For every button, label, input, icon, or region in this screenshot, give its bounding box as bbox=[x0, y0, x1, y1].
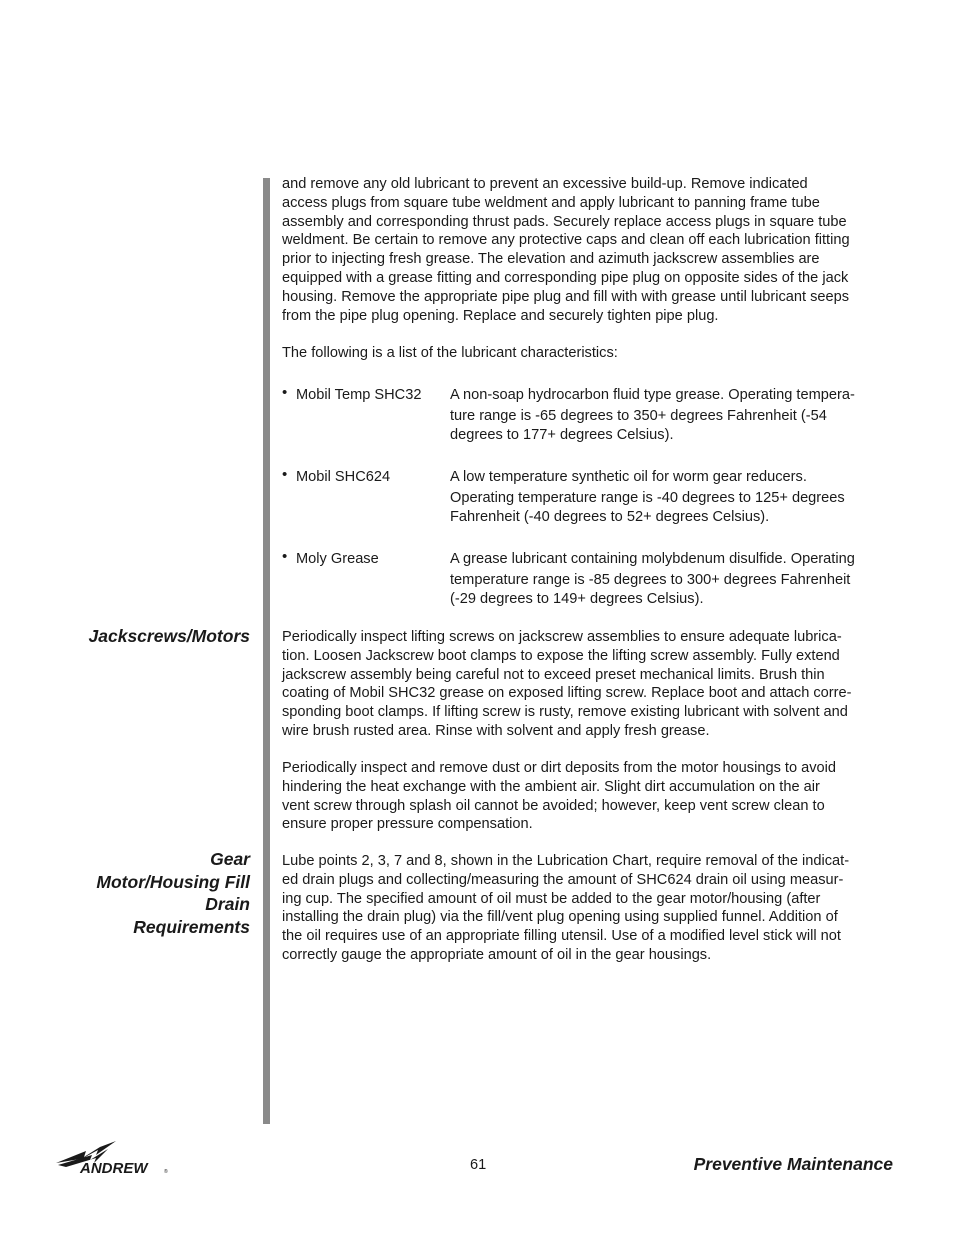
andrew-logo bbox=[56, 1141, 172, 1177]
text-line: (-29 degrees to 149+ degrees Celsius). bbox=[450, 591, 704, 608]
lightning-bolt-icon bbox=[56, 1141, 172, 1177]
text-line: Operating temperature range is -40 degrees to 125+ degrees bbox=[450, 490, 845, 507]
text-line: tion. Loosen Jackscrew boot clamps to expose the lifting screw assembly. Fully extend bbox=[282, 647, 840, 664]
heading-line: Drain bbox=[205, 894, 250, 914]
text-line: Periodically inspect lifting screws on jackscrew assemblies to ensure adequate lubrica- bbox=[282, 629, 842, 645]
text-line: hindering the heat exchange with the ambient air. Slight dirt accumulation on the air bbox=[282, 778, 820, 795]
margin-rule-bar bbox=[263, 178, 270, 1124]
text-line: A grease lubricant containing molybdenum disulfide. Operating bbox=[450, 551, 855, 567]
text-line: equipped with a grease fitting and corresponding pipe plug on opposite sides of the jack bbox=[282, 269, 849, 286]
text-line: and remove any old lubricant to prevent an excessive build-up. Remove indicated bbox=[282, 176, 808, 192]
text-line: Periodically inspect and remove dust or dirt deposits from the motor housings to avoid bbox=[282, 760, 837, 776]
text-line: the oil requires use of an appropriate filling utensil. Use of a modified level stick will not bbox=[282, 928, 841, 945]
lubricant-name: Moly Grease bbox=[296, 551, 379, 567]
list-intro bbox=[282, 344, 898, 363]
text-line: ed drain plugs and collecting/measuring the amount of SHC624 drain oil using measur- bbox=[282, 871, 844, 888]
section-heading-jackscrews bbox=[89, 625, 250, 648]
heading-line: Gear bbox=[210, 849, 250, 869]
text-line: correctly gauge the appropriate amount of oil in the gear housings. bbox=[282, 946, 712, 963]
text-line: wire brush rusted area. Rinse with solvent and apply fresh grease. bbox=[282, 722, 710, 739]
heading-text: Jackscrews/Motors bbox=[88, 626, 250, 646]
text-line: housing. Remove the appropriate pipe plug and fill with with grease until lubricant seeps bbox=[282, 288, 850, 305]
lubricant-description bbox=[450, 386, 898, 445]
text-line: Fahrenheit (-40 degrees to 52+ degrees Celsius). bbox=[450, 509, 770, 526]
intro-paragraph bbox=[282, 175, 898, 325]
text-line: ture range is -65 degrees to 350+ degrees Fahrenheit (-54 bbox=[450, 408, 827, 425]
logo-text: ANDREW bbox=[80, 1160, 148, 1177]
text-line: degrees to 177+ degrees Celsius). bbox=[450, 427, 674, 444]
text-line: coating of Mobil SHC32 grease on exposed lifting screw. Replace boot and attach corre- bbox=[282, 685, 852, 702]
text-line: jackscrew assembly being careful not to exceed preset mechanical limits. Brush thin bbox=[282, 666, 825, 683]
bullet-icon: • bbox=[282, 548, 288, 565]
lubricant-description bbox=[450, 468, 898, 527]
text-line: access plugs from square tube weldment and apply lubricant to panning frame tube bbox=[282, 194, 820, 211]
lubricant-name: Mobil Temp SHC32 bbox=[296, 387, 422, 403]
text-line: installing the drain plug) via the fill/vent plug opening using supplied funnel. Addition of bbox=[282, 909, 838, 926]
text-line: temperature range is -85 degrees to 300+ degrees Fahrenheit bbox=[450, 572, 851, 589]
bullet-icon: • bbox=[282, 466, 288, 483]
text-line: from the pipe plug opening. Replace and securely tighten pipe plug. bbox=[282, 307, 719, 324]
gear-paragraph bbox=[282, 852, 898, 965]
bullet-icon: • bbox=[282, 384, 288, 401]
text-line: A non-soap hydrocarbon fluid type grease. Operating tempera- bbox=[450, 387, 855, 403]
heading-line: Motor/Housing Fill bbox=[96, 871, 250, 892]
heading-line: Requirements bbox=[133, 916, 250, 937]
jackscrews-paragraph-1 bbox=[282, 628, 898, 741]
text-line: vent screw through splash oil cannot be avoided; however, keep vent screw clean to bbox=[282, 797, 825, 814]
section-heading-gear bbox=[96, 848, 250, 938]
text-line: weldment. Be certain to remove any protective caps and clean off each lubrication fitting bbox=[282, 232, 850, 249]
page-number: 61 bbox=[470, 1157, 487, 1173]
text-line: A low temperature synthetic oil for worm gear reducers. bbox=[450, 469, 807, 485]
jackscrews-paragraph-2 bbox=[282, 759, 898, 834]
text-line: sponding boot clamps. If lifting screw is rusty, remove existing lubricant with solvent and bbox=[282, 704, 848, 721]
text-line: ensure proper pressure compensation. bbox=[282, 816, 533, 833]
text-line: prior to injecting fresh grease. The elevation and azimuth jackscrew assemblies are bbox=[282, 251, 820, 268]
text-line: assembly and corresponding thrust pads. Securely replace access plugs in square tube bbox=[282, 213, 847, 230]
text-line: Lube points 2, 3, 7 and 8, shown in the Lubrication Chart, require removal of the indicat- bbox=[282, 853, 850, 869]
lubricant-name: Mobil SHC624 bbox=[296, 469, 391, 485]
list-intro-text: The following is a list of the lubricant characteristics: bbox=[282, 345, 618, 361]
text-line: ing cup. The specified amount of oil must be added to the gear motor/housing (after bbox=[282, 890, 821, 907]
svg-text:®: ® bbox=[164, 1169, 168, 1175]
lubricant-description bbox=[450, 550, 898, 609]
footer-section-title: Preventive Maintenance bbox=[693, 1154, 893, 1174]
